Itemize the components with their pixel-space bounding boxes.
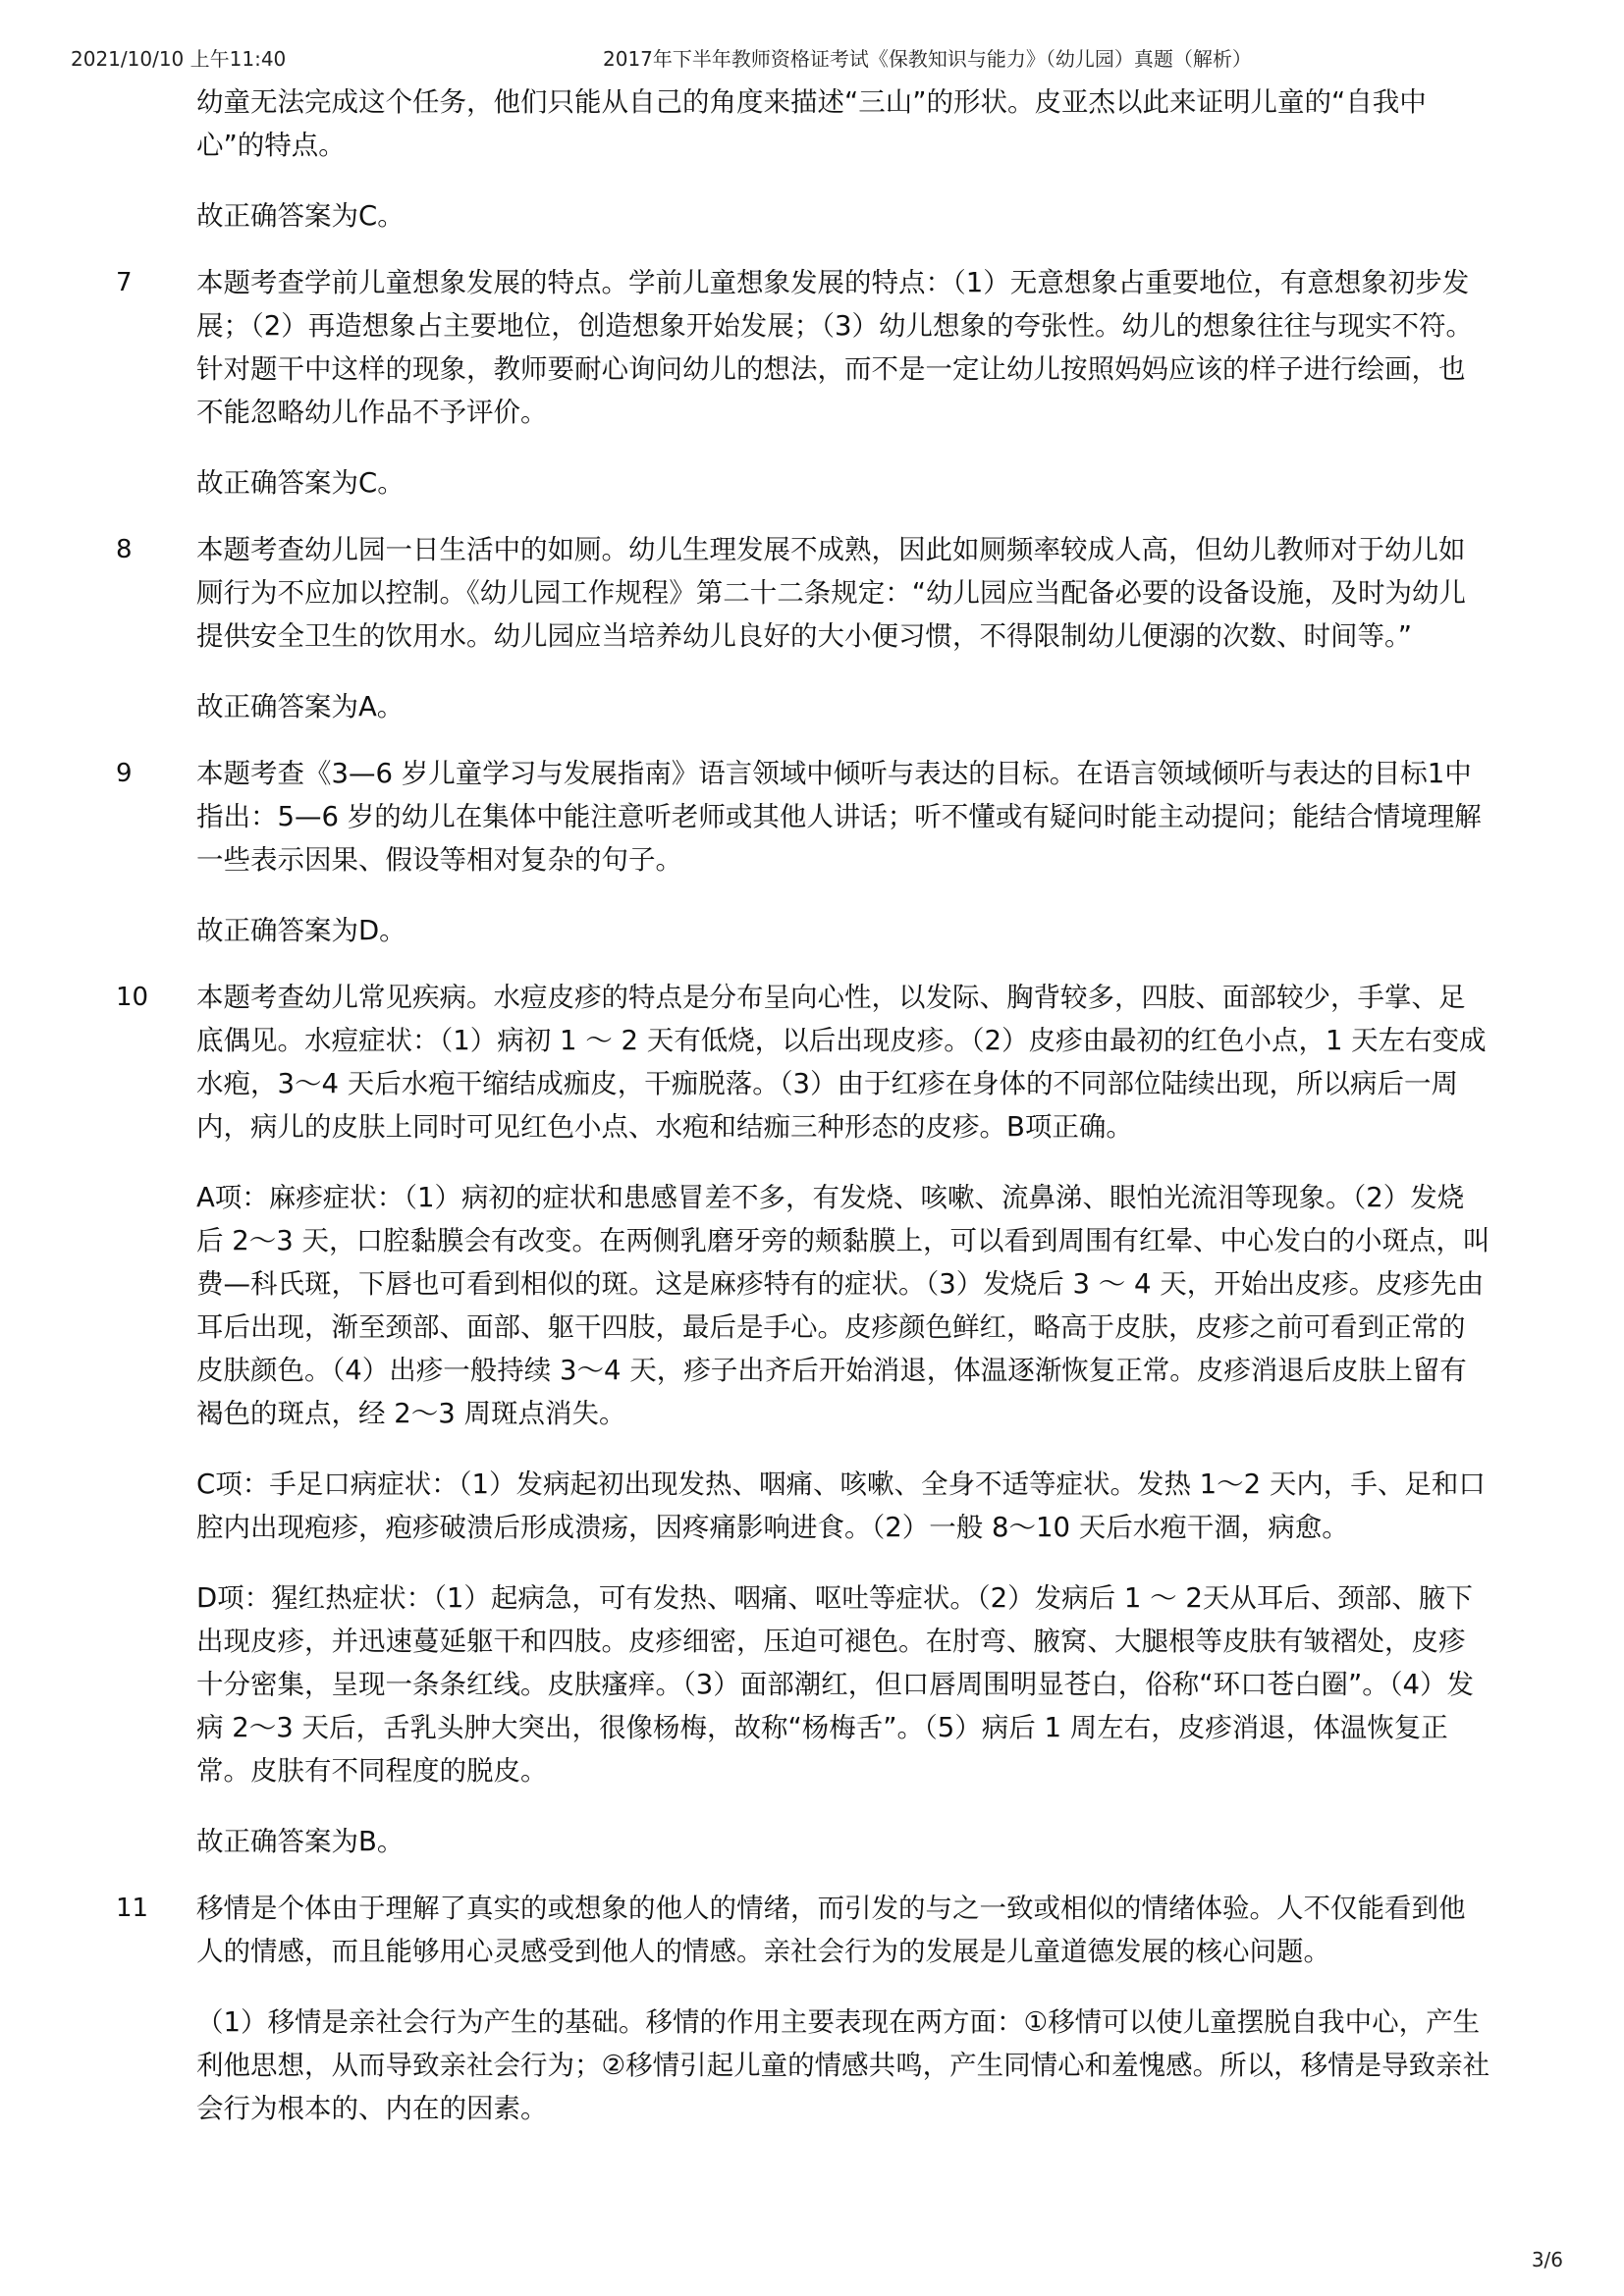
page-number: 3/6 <box>1531 2248 1563 2271</box>
item-10 <box>116 976 1490 1863</box>
option-d-explanation: D项：猩红热症状：（1）起病急，可有发热、咽痛、呕吐等症状。（2）发病后 1 ～ 2天从耳后、颈部、腋下出现皮疹，并迅速蔓延躯干和四肢。皮疹细密，压迫可褪色。在肘弯、腋窝、大腿根等皮肤有皱褶处，皮疹十分密集，呈现一条条红线。皮肤瘙痒。（3）面部潮红，但口唇周围明显苍白，俗称“环口苍白圈”。（4）发病 2～3 天后，舌乳头肿大突出，很像杨梅，故称“杨梅舌”。（5）病后 1 周左右，皮疹消退，体温恢复正常。皮肤有不同程度的脱皮。 <box>196 1582 1474 1787</box>
item-7 <box>116 261 1490 505</box>
item-paragraph: 幼童无法完成这个任务，他们只能从自己的角度来描述“三山”的形状。皮亚杰以此来证明儿童的“自我中心”的特点。 <box>196 86 1427 161</box>
item-paragraph: 本题考查《3—6 岁儿童学习与发展指南》语言领域中倾听与表达的目标。在语言领域倾听与表达的目标1中指出：5—6 岁的幼儿在集体中能注意听老师或其他人讲话；听不懂或有疑问时能主动提问；能结合情境理解一些表示因果、假设等相对复杂的句子。 <box>196 758 1482 876</box>
item-6-continued <box>116 80 1490 238</box>
item-paragraph: 本题考查学前儿童想象发展的特点。学前儿童想象发展的特点：（1）无意想象占重要地位，有意想象初步发展；（2）再造想象占主要地位，创造想象开始发展；（3）幼儿想象的夸张性。幼儿的想象往往与现实不符。针对题干中这样的现象，教师要耐心询问幼儿的想法，而不是一定让幼儿按照妈妈应该的样子进行绘画，也不能忽略幼儿作品不予评价。 <box>196 267 1473 428</box>
option-c-explanation: C项：手足口病症状：（1）发病起初出现发热、咽痛、咳嗽、全身不适等症状。发热 1～2 天内，手、足和口腔内出现疱疹，疱疹破溃后形成溃疡，因疼痛影响进食。（2）一般 8～10 天后水疱干涸，病愈。 <box>196 1468 1486 1543</box>
item-paragraph: 本题考查幼儿常见疾病。水痘皮疹的特点是分布呈向心性，以发际、胸背较多，四肢、面部较少，手掌、足底偶见。水痘症状：（1）病初 1 ～ 2 天有低烧，以后出现皮疹。（2）皮疹由最初的红色小点，1 天左右变成水疱，3～4 天后水疱干缩结成痂皮，干痂脱落。（3）由于红疹在身体的不同部位陆续出现，所以病后一周内，病儿的皮肤上同时可见红色小点、水疱和结痂三种形态的皮疹。B项正确。 <box>196 982 1487 1143</box>
item-11 <box>116 1887 1490 2130</box>
item-answer: 故正确答案为A。 <box>196 691 405 722</box>
item-answer: 故正确答案为C。 <box>196 200 405 232</box>
option-a-explanation: A项：麻疹症状：（1）病初的症状和患感冒差不多，有发烧、咳嗽、流鼻涕、眼怕光流泪等现象。（2）发烧后 2～3 天，口腔黏膜会有改变。在两侧乳磨牙旁的颊黏膜上，可以看到周围有红晕、中心发白的小斑点，叫费—科氏斑，下唇也可看到相似的斑。这是麻疹特有的症状。（3）发烧后 3 ～ 4 天，开始出皮疹。皮疹先由耳后出现，渐至颈部、面部、躯干四肢，最后是手心。皮疹颜色鲜红，略高于皮肤，皮疹之前可看到正常的皮肤颜色。（4）出疹一般持续 3～4 天，疹子出齐后开始消退，体温逐渐恢复正常。皮疹消退后皮肤上留有褐色的斑点，经 2～3 周斑点消失。 <box>196 1182 1490 1429</box>
item-paragraph: 本题考查幼儿园一日生活中的如厕。幼儿生理发展不成熟，因此如厕频率较成人高，但幼儿教师对于幼儿如厕行为不应加以控制。《幼儿园工作规程》第二十二条规定：“幼儿园应当配备必要的设备设施，及时为幼儿提供安全卫生的饮用水。幼儿园应当培养幼儿良好的大小便习惯，不得限制幼儿便溺的次数、时间等。” <box>196 534 1466 652</box>
item-number: 7 <box>116 268 133 297</box>
item-number: 10 <box>116 983 149 1012</box>
item-number: 8 <box>116 535 133 564</box>
print-header <box>0 43 1624 73</box>
document-title: 2017年下半年教师资格证考试《保教知识与能力》（幼儿园）真题（解析） <box>603 47 1252 71</box>
answer-explanations <box>116 80 1490 2154</box>
item-answer: 故正确答案为D。 <box>196 915 406 946</box>
item-number: 9 <box>116 759 133 788</box>
item-answer: 故正确答案为C。 <box>196 467 405 499</box>
item-paragraph: （1）移情是亲社会行为产生的基础。移情的作用主要表现在两方面：①移情可以使儿童摆脱自我中心，产生利他思想，从而导致亲社会行为；②移情引起儿童的情感共鸣，产生同情心和羞愧感。所以，移情是导致亲社会行为根本的、内在的因素。 <box>196 2006 1490 2124</box>
item-number: 11 <box>116 1894 149 1923</box>
print-datetime: 2021/10/10 上午11:40 <box>71 47 287 71</box>
item-8 <box>116 528 1490 728</box>
item-answer: 故正确答案为B。 <box>196 1826 405 1857</box>
item-paragraph: 移情是个体由于理解了真实的或想象的他人的情绪，而引发的与之一致或相似的情绪体验。人不仅能看到他人的情感，而且能够用心灵感受到他人的情感。亲社会行为的发展是儿童道德发展的核心问题。 <box>196 1893 1466 1967</box>
item-9 <box>116 752 1490 952</box>
